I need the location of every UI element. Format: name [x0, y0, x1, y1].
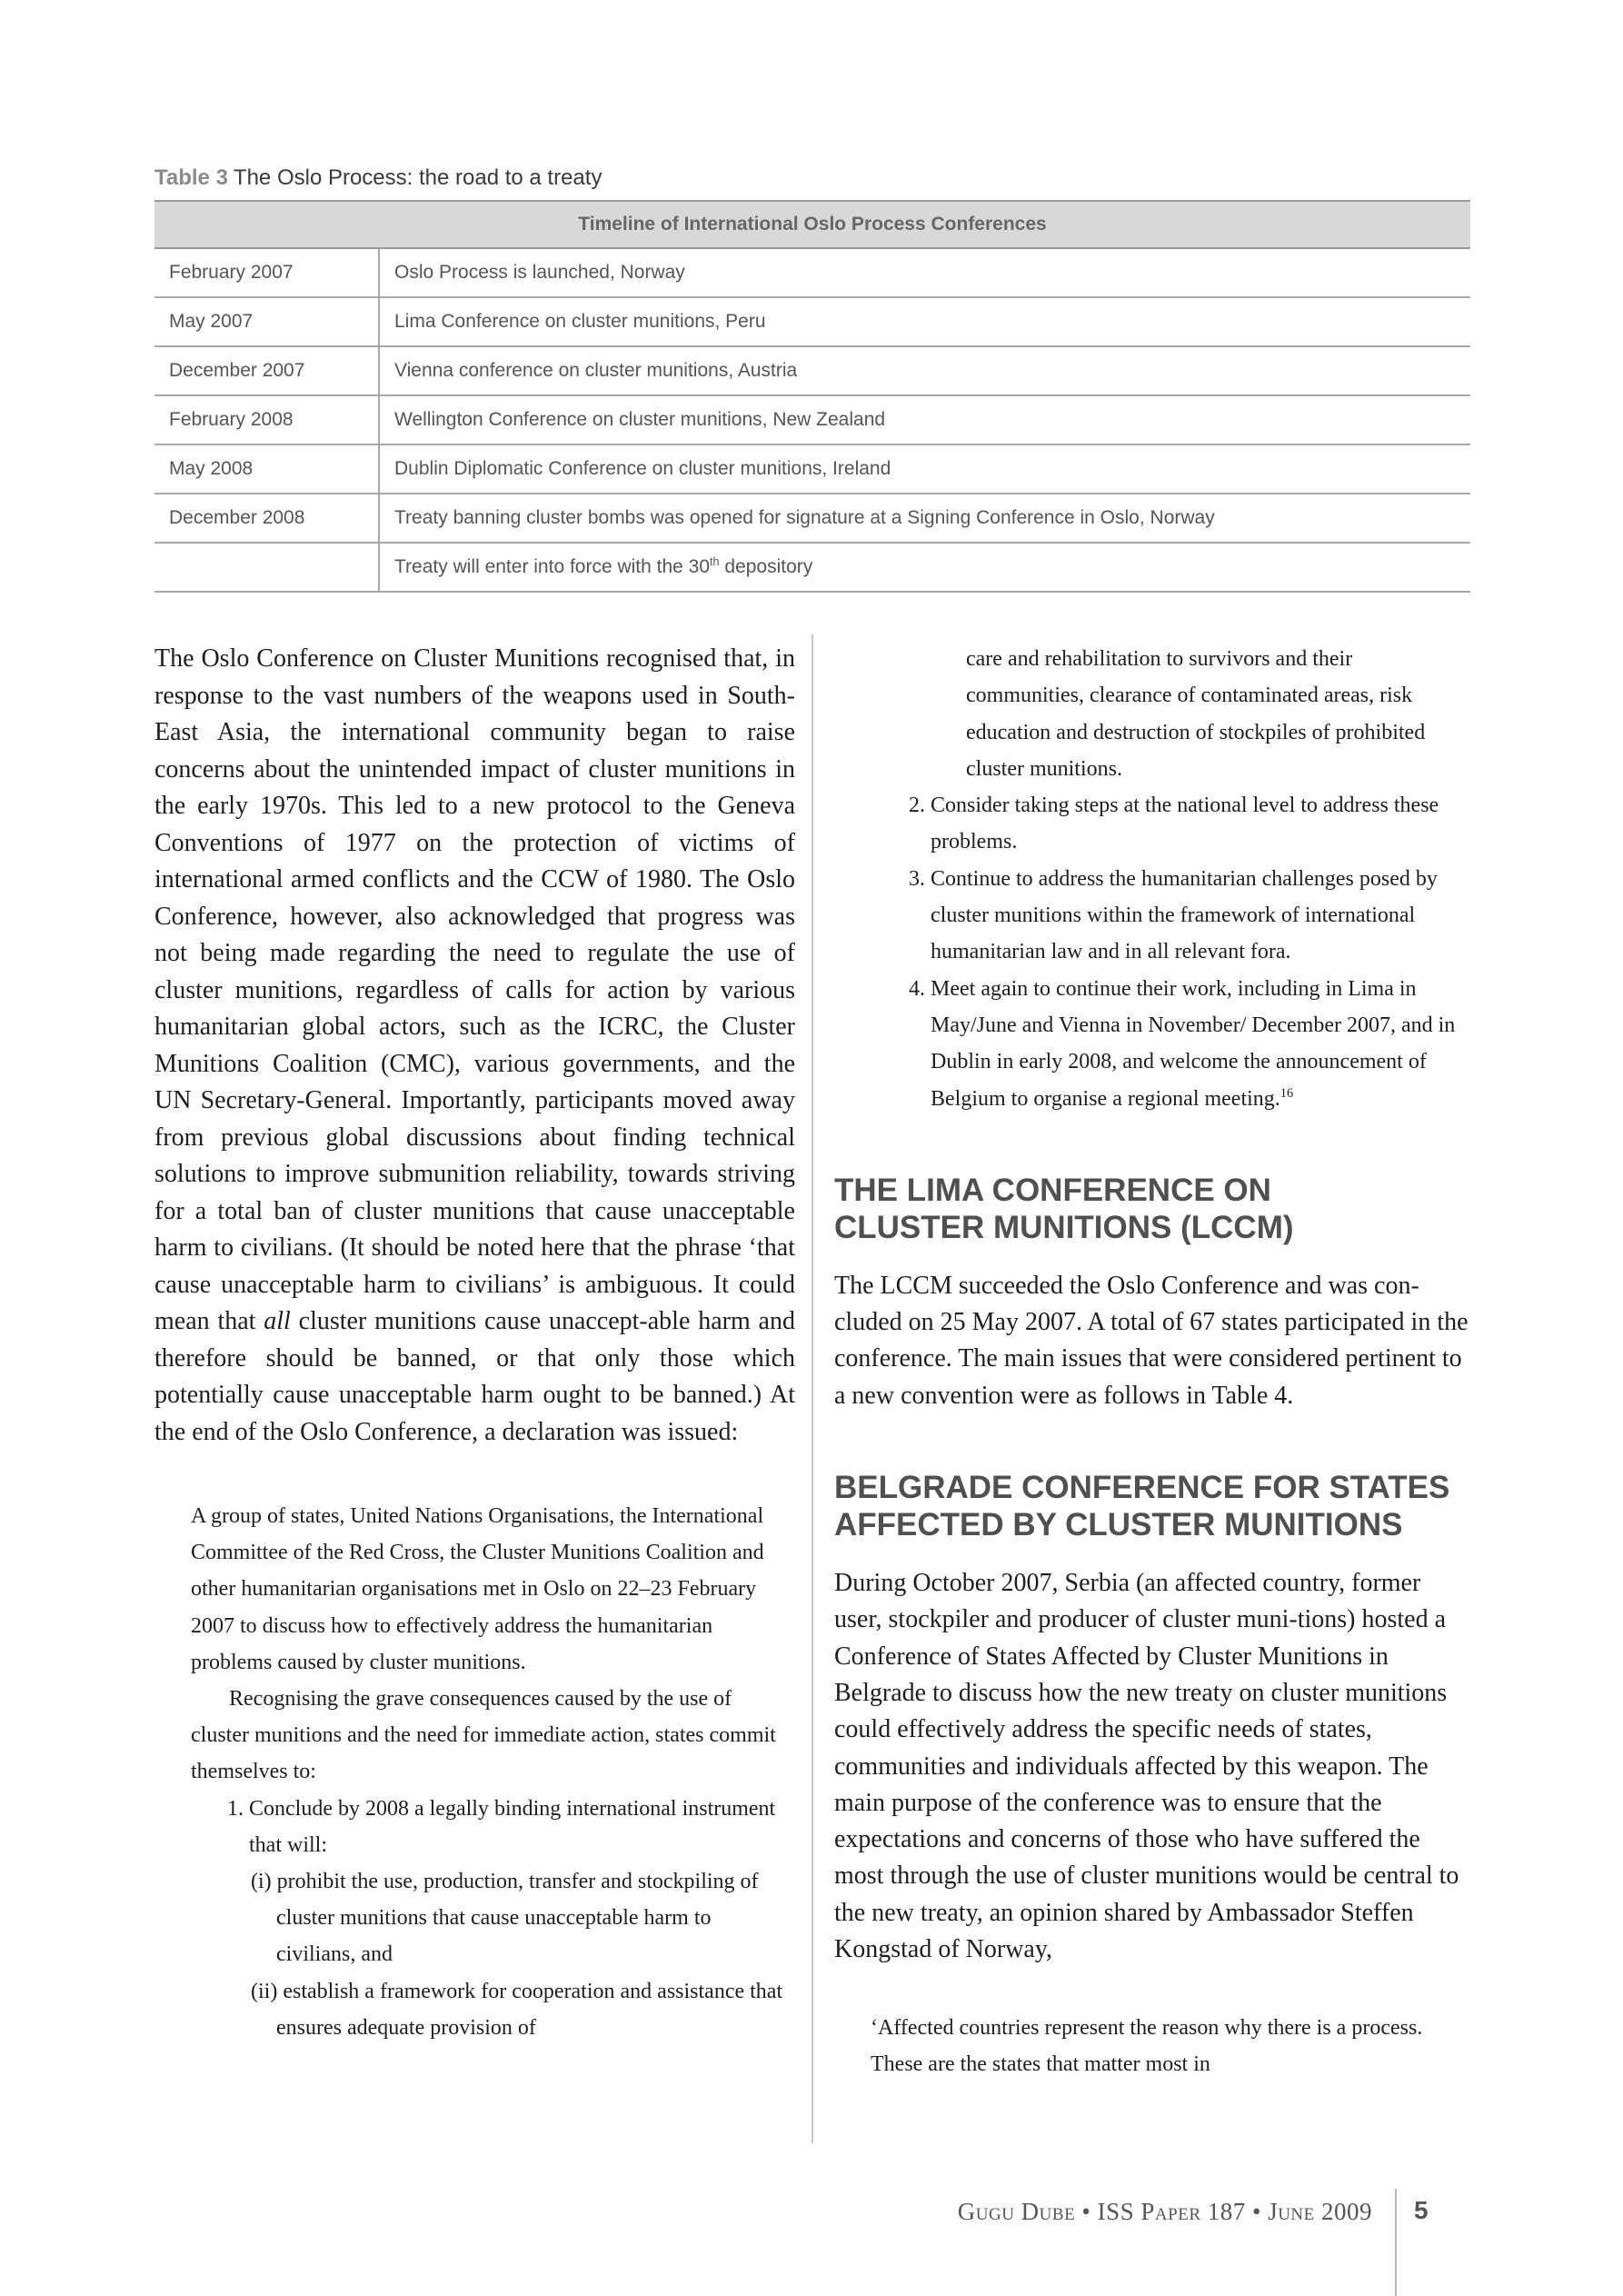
event-text-pre: Treaty will enter into force with the 30: [394, 556, 711, 577]
table-cell-event: Oslo Process is launched, Norway: [379, 248, 1470, 297]
table-block: [154, 165, 1470, 593]
table-cell-event: Dublin Diplomatic Conference on cluster munitions, Ireland: [379, 444, 1470, 494]
kongstad-quote: ‘Affected countries represent the reason why there is a process. These are the states that matter most in: [871, 2016, 1423, 2077]
table-cell-date: December 2008: [154, 494, 379, 543]
emphasis-text: all: [264, 1307, 291, 1335]
list-item: 3. Continue to address the humanitarian challenges posed by cluster munitions within the framework of international humanitarian law and in all relevant fora.: [909, 866, 1438, 964]
belgrade-paragraph: During October 2007, Serbia (an affected country, former user, stockpiler and producer of cluster muni-tions) hosted a Conference of States Affected by Cluster Munitions in Belgrade to discuss how the new treaty on cluster munitions could effectively address the specific needs of states, communities and individuals affected by this weapon. The main purpose of the conference was to ensure that the expectations and concerns of those who have suffered the most through the use of cluster munitions would be central to the new treaty, an opinion shared by Ambassador Steffen Kongstad of Norway,: [834, 1569, 1459, 1964]
body-paragraph: [154, 641, 795, 1451]
table-cell-date: February 2007: [154, 248, 379, 297]
table-row: [154, 248, 1470, 297]
table-cell-event: Wellington Conference on cluster munitions, New Zealand: [379, 395, 1470, 444]
declaration-quote: [191, 1498, 795, 2046]
table-cell-date: [154, 543, 379, 592]
heading-line: CLUSTER MUNITIONS (LCCM): [834, 1209, 1294, 1245]
event-superscript: th: [710, 555, 720, 568]
table-row: [154, 543, 1470, 592]
page-number: 5: [1414, 2196, 1429, 2224]
table-header-row: [154, 201, 1470, 248]
table-header: Timeline of International Oslo Process Conferences: [154, 201, 1470, 248]
sub-list-item: (i) prohibit the use, production, transfer and stockpiling of cluster munitions that cause unacceptable harm to civilians, and: [251, 1870, 759, 1967]
commitment-list-continued: [834, 787, 1470, 1117]
right-column: [834, 641, 1470, 2082]
table-row: [154, 395, 1470, 444]
table-cell-event: Treaty banning cluster bombs was opened for signature at a Signing Conference in Oslo, Norway: [379, 494, 1470, 543]
body-text-part: The Oslo Conference on Cluster Munitions recognised that, in response to the vast numbers of the weapons used in South-East Asia, the international community began to raise concerns about the unintended impact of cluster munitions in the early 1970s. This led to a new protocol to the Geneva Conventions of 1977 on the protection of victims of international armed conflicts and the CCW of 1980. The Oslo Conference, however, also acknowledged that progress was not being made regarding the need to regulate the use of cluster munitions, regardless of calls for action by various humanitarian global actors, such as the ICRC, the Cluster Munitions Coalition (CMC), various governments, and the UN Secretary-General. Importantly, participants moved away from previous global discussions about finding technical solutions to improve submunition reliability, towards striving for a total ban of cluster munitions that cause unacceptable harm to civilians. (It should be noted here that the phrase ‘that cause unacceptable harm to civilians’ is ambiguous. It could mean that: [154, 644, 795, 1335]
section-heading-belgrade: [834, 1469, 1470, 1543]
table-row: [154, 346, 1470, 395]
quote-continuation: care and rehabilitation to survivors and their communities, clearance of contaminated areas, risk education and destruction of stockpiles of prohibited cluster munitions.: [966, 647, 1426, 781]
table-cell-date: May 2007: [154, 297, 379, 346]
heading-line: AFFECTED BY CLUSTER MUNITIONS: [834, 1507, 1403, 1543]
sub-list-item: (ii) establish a framework for cooperation and assistance that ensures adequate provision of: [251, 1979, 783, 2040]
table-cell-date: February 2008: [154, 395, 379, 444]
running-footer: [909, 2198, 1372, 2226]
table-cell-date: December 2007: [154, 346, 379, 395]
list-item: 1. Conclude by 2008 a legally binding international instrument that will:: [227, 1796, 776, 1857]
quote-paragraph: Recognising the grave consequences caused by the use of cluster munitions and the need for immediate action, states commit themselves to:: [191, 1687, 776, 1784]
table-caption-label: Table 3: [154, 165, 228, 190]
table-caption: [154, 165, 1470, 191]
table-cell-event: [379, 543, 1470, 592]
table-row: [154, 494, 1470, 543]
left-column: [154, 641, 795, 2046]
table-caption-text: The Oslo Process: the road to a treaty: [233, 165, 602, 190]
heading-line: BELGRADE CONFERENCE FOR STATES: [834, 1470, 1450, 1506]
column-divider: [812, 634, 813, 2143]
section-heading-lima: [834, 1172, 1470, 1246]
lima-paragraph: The LCCM succeeded the Oslo Conference and was con-cluded on 25 May 2007. A total of 67 states participated in the conference. The main issues that were considered pertinent to a new convention were as follows in Table 4.: [834, 1271, 1469, 1410]
timeline-table: [154, 200, 1470, 593]
footnote-ref: 16: [1279, 1085, 1294, 1101]
list-item: [834, 971, 1470, 1117]
table-cell-date: May 2008: [154, 444, 379, 494]
commitment-list: [191, 1791, 795, 1863]
footer-text: Gugu Dube • ISS Paper 187 • June 2009: [957, 2198, 1372, 2225]
table-row: [154, 297, 1470, 346]
table-cell-event: Lima Conference on cluster munitions, Peru: [379, 297, 1470, 346]
quote-paragraph: A group of states, United Nations Organisations, the International Committee of the Red Cross, the Cluster Munitions Coalition and other humanitarian organisations met in Oslo on 22–23 February 2007 to discuss how to effectively address the humanitarian problems caused by cluster munitions.: [191, 1504, 764, 1674]
table-row: [154, 444, 1470, 494]
table-cell-event: Vienna conference on cluster munitions, Austria: [379, 346, 1470, 395]
body-text-part: cluster munitions cause unaccept-able harm and therefore should be banned, or that only those which potentially cause unacceptable harm ought to be banned.) At the end of the Oslo Conference, a declaration was issued:: [154, 1307, 795, 1446]
list-item-text: 4. Meet again to continue their work, including in Lima in May/June and Vienna in November/ December 2007, and in Dublin in early 2008, and welcome the announcement of Belgium to organise a regional meeting.: [909, 976, 1456, 1111]
heading-line: THE LIMA CONFERENCE ON: [834, 1172, 1271, 1208]
sub-list: [191, 1863, 795, 2046]
footer-divider: [1395, 2189, 1397, 2296]
event-text-post: depository: [719, 556, 813, 577]
list-item: 2. Consider taking steps at the national level to address these problems.: [909, 794, 1439, 854]
